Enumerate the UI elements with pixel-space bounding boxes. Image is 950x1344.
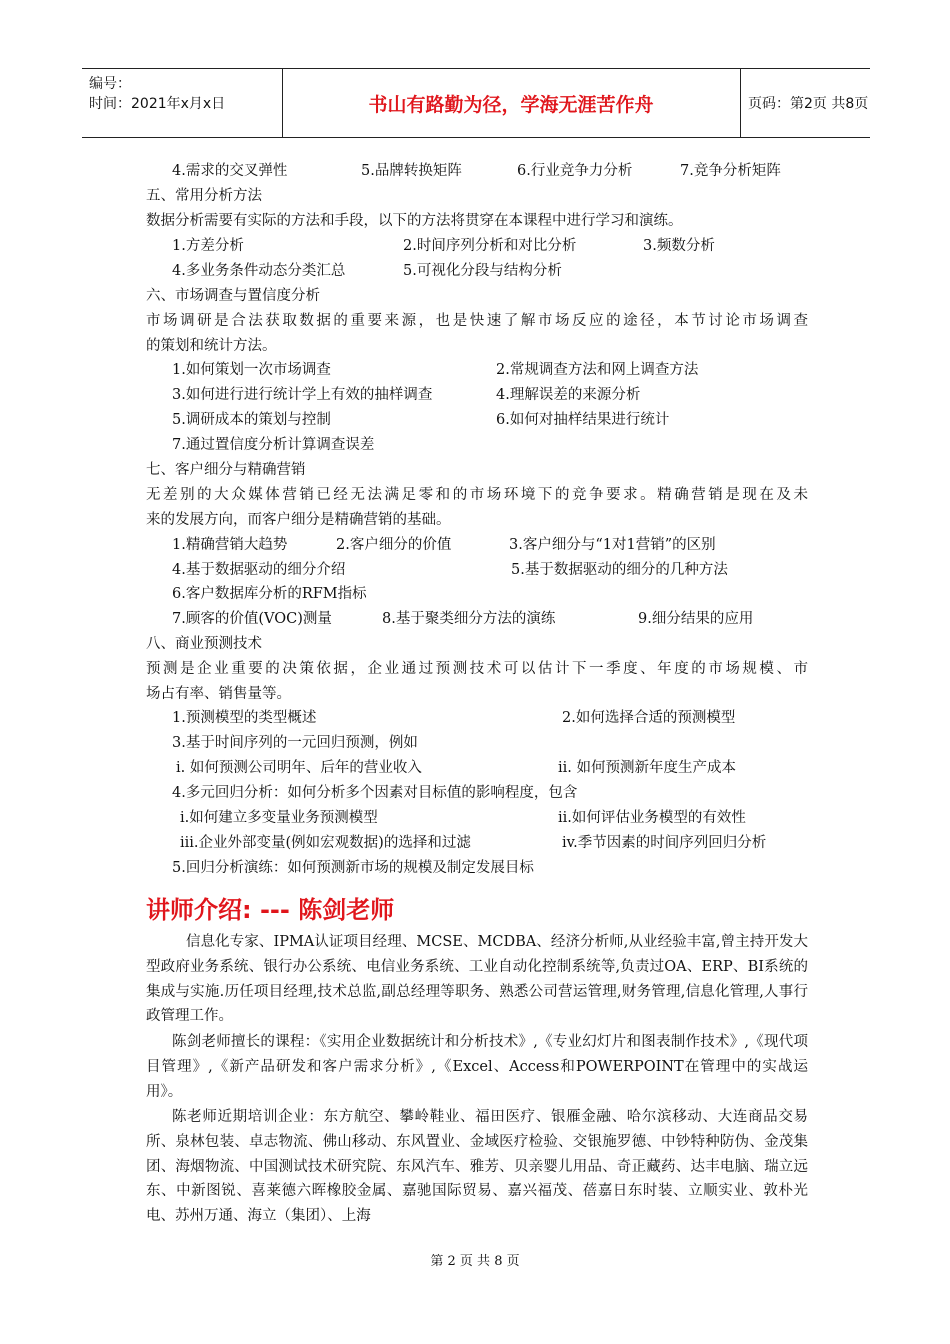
section-intro: 预测是企业重要的决策依据，企业通过预测技术可以估计下一季度、年度的市场规模、市 (146, 661, 808, 677)
list-item: 4.多元回归分析：如何分析多个因素对目标值的影响程度，包含 (172, 785, 578, 801)
list-item: 5.品牌转换矩阵 (361, 163, 462, 179)
list-item: 3.频数分析 (643, 238, 715, 254)
instructor-courses-paragraph: 陈剑老师擅长的课程：《实用企业数据统计和分析技术》,《专业幻灯片和图表制作技术》,《现代项目管理》,《新产品研发和客户需求分析》,《Excel、Access和POWERPOINT在管理中的实战运用》。 (146, 1034, 808, 1100)
list-item: 4.需求的交叉弹性 (172, 163, 288, 179)
page-footer: 第 2 页 共 8 页 (430, 1254, 520, 1269)
list-item: 3.基于时间序列的一元回归预测，例如 (172, 735, 418, 751)
instructor-title: 讲师介绍: --- 陈剑老师 (146, 896, 395, 924)
list-item: 4.基于数据驱动的细分介绍 (172, 562, 346, 578)
page-header (82, 68, 870, 138)
list-item: 1.精确营销大趋势 (172, 537, 288, 553)
list-subitem: ii.如何评估业务模型的有效性 (558, 810, 746, 826)
list-item: 2.客户细分的价值 (336, 537, 452, 553)
doc-time-label: 时间：2021年x月x日 (89, 96, 226, 112)
list-item: 5.基于数据驱动的细分的几种方法 (511, 562, 728, 578)
section-heading: 八、商业预测技术 (146, 636, 262, 652)
list-item: 1.方差分析 (172, 238, 244, 254)
section-heading: 六、市场调查与置信度分析 (146, 288, 320, 304)
list-subitem: iii.企业外部变量(例如宏观数据)的选择和过滤 (180, 835, 471, 851)
list-item: 2.常规调查方法和网上调查方法 (496, 362, 699, 378)
list-subitem: iv.季节因素的时间序列回归分析 (562, 835, 767, 851)
section-intro-cont: 的策划和统计方法。 (146, 338, 277, 354)
instructor-clients-paragraph: 陈老师近期培训企业：东方航空、攀岭鞋业、福田医疗、银雁金融、哈尔滨移动、大连商品交易所、泉林包装、卓志物流、佛山移动、东风置业、金域医疗检验、交银施罗德、中钞特种防伪、金茂集团、海烟物流、中国测试技术研究院、东风汽车、雅芳、贝亲婴儿用品、奇正藏药、达丰电脑、瑞立远东、中新图锐、喜莱德六晖橡胶金属、嘉驰国际贸易、嘉兴福茂、蓓嘉日东时装、立顺实业、敦朴光电、苏州万通、海立（集团）、上海 (146, 1109, 808, 1225)
list-item: 2.时间序列分析和对比分析 (403, 238, 577, 254)
list-item: 6.客户数据库分析的RFM指标 (172, 586, 367, 602)
list-subitem: ii. 如何预测新年度生产成本 (558, 760, 736, 776)
list-item: 9.细分结果的应用 (638, 611, 754, 627)
list-item: 3.如何进行进行统计学上有效的抽样调查 (172, 387, 433, 403)
list-item: 6.如何对抽样结果进行统计 (496, 412, 670, 428)
list-item: 5.回归分析演练：如何预测新市场的规模及制定发展目标 (172, 860, 534, 876)
section-heading: 五、常用分析方法 (146, 188, 262, 204)
list-subitem: i.如何建立多变量业务预测模型 (180, 810, 378, 826)
list-item: 1.如何策划一次市场调查 (172, 362, 331, 378)
list-item: 1.预测模型的类型概述 (172, 710, 317, 726)
doc-number-label: 编号： (89, 76, 131, 92)
header-motto: 书山有路勤为径，学海无涯苦作舟 (282, 69, 741, 137)
section-intro-cont: 场占有率、销售量等。 (146, 686, 291, 702)
list-item: 2.如何选择合适的预测模型 (562, 710, 736, 726)
header-meta-cell (82, 69, 283, 137)
list-item: 7.顾客的价值(VOC)测量 (172, 611, 332, 627)
list-subitem: i. 如何预测公司明年、后年的营业收入 (176, 760, 422, 776)
section-intro: 数据分析需要有实际的方法和手段，以下的方法将贯穿在本课程中进行学习和演练。 (146, 213, 683, 229)
list-item: 3.客户细分与“1对1营销”的区别 (509, 537, 716, 553)
section-intro: 无差别的大众媒体营销已经无法满足零和的市场环境下的竞争要求。精确营销是现在及未 (146, 487, 808, 503)
list-item: 6.行业竞争力分析 (517, 163, 633, 179)
instructor-bio-paragraph: 信息化专家、IPMA认证项目经理、MCSE、MCDBA、经济分析师,从业经验丰富,曾主持开发大型政府业务系统、银行办公系统、电信业务系统、工业自动化控制系统等,负责过OA、ERP、BI系统的集成与实施.历任项目经理,技术总监,副总经理等职务、熟悉公司营运管理,财务管理,信息化管理,人事行政管理工作。 (146, 934, 808, 1025)
header-page-label: 页码：第2页 共8页 (748, 96, 869, 112)
list-item: 7.通过置信度分析计算调查误差 (172, 437, 375, 453)
list-item: 4.多业务条件动态分类汇总 (172, 263, 346, 279)
list-item: 5.调研成本的策划与控制 (172, 412, 331, 428)
list-item: 7.竞争分析矩阵 (680, 163, 781, 179)
section-intro-cont: 来的发展方向，而客户细分是精确营销的基础。 (146, 512, 451, 528)
list-item: 8.基于聚类细分方法的演练 (382, 611, 556, 627)
list-item: 4.理解误差的来源分析 (496, 387, 641, 403)
section-intro: 市场调研是合法获取数据的重要来源，也是快速了解市场反应的途径，本节讨论市场调查 (146, 313, 808, 329)
list-item: 5.可视化分段与结构分析 (403, 263, 562, 279)
section-heading: 七、客户细分与精确营销 (146, 462, 306, 478)
